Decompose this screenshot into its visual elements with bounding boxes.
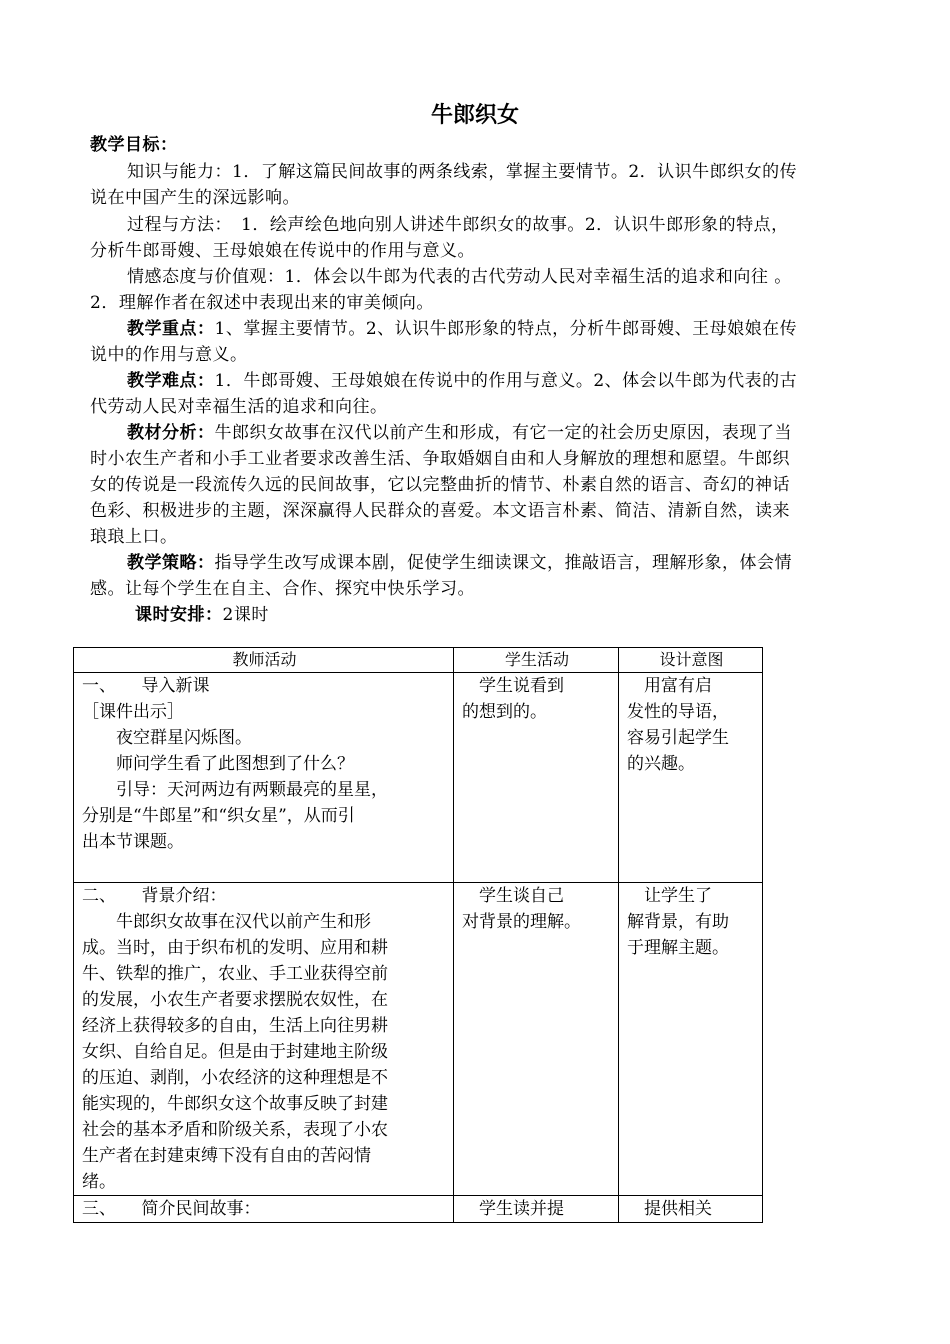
text-line: 能实现的，牛郎织女这个故事反映了封建 <box>82 1094 388 1114</box>
goals-emotion-line2: 2．理解作者在叙述中表现出来的审美倾向。 <box>90 293 434 313</box>
text-line: 提供相关 <box>627 1199 712 1219</box>
table-header-row <box>74 648 763 673</box>
goals-heading: 教学目标： <box>90 135 178 155</box>
student-cell <box>454 883 619 1196</box>
text-line: 女织、自给自足。但是由于封建地主阶级 <box>82 1042 388 1062</box>
teacher-cell <box>74 673 454 883</box>
text-line: 夜空群星闪烁图。 <box>82 728 252 748</box>
analysis-text: 牛郎织女故事在汉代以前产生和形成，有它一定的社会历史原因，表现了当 <box>214 423 792 443</box>
goals-process-line1: 过程与方法： 1．绘声绘色地向别人讲述牛郎织女的故事。2．认识牛郎形象的特点， <box>127 215 789 235</box>
intent-cell <box>619 1196 763 1223</box>
text-line: 用富有启 <box>627 676 712 696</box>
difficulty-line2: 代劳动人民对幸福生活的追求和向往。 <box>90 397 388 417</box>
strategy-text: 指导学生改写成课本剧，促使学生细读课文，推敲语言，理解形象，体会情 <box>214 553 792 573</box>
strategy-line2: 感。让每个学生在自主、合作、探究中快乐学习。 <box>90 579 475 599</box>
table-row <box>74 883 763 1196</box>
text-line: 经济上获得较多的自由，生活上向往男耕 <box>82 1016 388 1036</box>
text-line: 师问学生看了此图想到了什么？ <box>82 754 354 774</box>
difficulty-label: 教学难点： <box>127 371 215 391</box>
analysis-line2: 时小农生产者和小手工业者要求改善生活、争取婚姻自由和人身解放的理想和愿望。牛郎织 <box>90 449 790 469</box>
text-line: 对背景的理解。 <box>462 912 581 932</box>
table-row <box>74 1196 763 1223</box>
text-line: 成。当时，由于织布机的发明、应用和耕 <box>82 938 388 958</box>
strategy-label: 教学策略： <box>127 553 215 573</box>
strategy-line1 <box>127 548 792 573</box>
text-line: 牛郎织女故事在汉代以前产生和形 <box>82 912 371 932</box>
table-row <box>74 673 763 883</box>
header-student: 学生活动 <box>454 648 619 673</box>
difficulty-text: 1．牛郎哥嫂、王母娘娘在传说中的作用与意义。2、体会以牛郎为代表的古 <box>214 371 798 391</box>
teacher-cell <box>74 1196 454 1223</box>
goals-emotion-line1: 情感态度与价值观：1．体会以牛郎为代表的古代劳动人民对幸福生活的追求和向往 。 <box>127 267 792 287</box>
goals-knowledge-line2: 说在中国产生的深远影响。 <box>90 188 300 208</box>
intent-cell <box>619 883 763 1196</box>
text-line: 牛、铁犁的推广，农业、手工业获得空前 <box>82 964 388 984</box>
text-line: 让学生了 <box>627 886 712 906</box>
header-teacher: 教师活动 <box>74 648 454 673</box>
lesson-table <box>73 647 763 1223</box>
text-line: 引导：天河两边有两颗最亮的星星， <box>82 780 388 800</box>
analysis-line1 <box>127 418 792 443</box>
text-line: 生产者在封建束缚下没有自由的苦闷情 <box>82 1146 371 1166</box>
student-cell <box>454 673 619 883</box>
text-line: 的想到的。 <box>462 702 547 722</box>
text-line: 出本节课题。 <box>82 832 184 852</box>
focus-line1 <box>127 314 797 339</box>
focus-text: 1、掌握主要情节。2、认识牛郎形象的特点，分析牛郎哥嫂、王母娘娘在传 <box>214 319 798 339</box>
goals-knowledge-line1: 知识与能力：1．了解这篇民间故事的两条线索，掌握主要情节。2．认识牛郎织女的传 <box>127 162 798 182</box>
text-line: 社会的基本矛盾和阶级关系，表现了小农 <box>82 1120 388 1140</box>
teacher-cell <box>74 883 454 1196</box>
difficulty-line1 <box>127 366 797 391</box>
student-cell <box>454 1196 619 1223</box>
text-line: 学生说看到 <box>462 676 564 696</box>
header-intent: 设计意图 <box>619 648 763 673</box>
analysis-line4: 色彩、积极进步的主题，深深赢得人民群众的喜爱。本文语言朴素、简洁、清新自然，读来 <box>90 501 790 521</box>
text-line: ［课件出示］ <box>82 702 184 722</box>
text-line: 的兴趣。 <box>627 754 695 774</box>
text-line: 发性的导语， <box>627 702 729 722</box>
analysis-line5: 琅琅上口。 <box>90 527 178 547</box>
analysis-line3: 女的传说是一段流传久远的民间故事，它以完整曲折的情节、朴素自然的语言、奇幻的神话 <box>90 475 790 495</box>
text-line: 的压迫、剥削，小农经济的这种理想是不 <box>82 1068 388 1088</box>
intent-cell <box>619 673 763 883</box>
goals-process-line2: 分析牛郎哥嫂、王母娘娘在传说中的作用与意义。 <box>90 241 475 261</box>
text-line: 的发展，小农生产者要求摆脱农奴性，在 <box>82 990 388 1010</box>
text-line: 三、 简介民间故事： <box>82 1199 261 1219</box>
focus-label: 教学重点： <box>127 319 215 339</box>
text-line: 二、 背景介绍： <box>82 886 227 906</box>
schedule-text: 2课时 <box>222 605 269 625</box>
text-line: 一、 导入新课 <box>82 676 210 696</box>
text-line: 学生读并提 <box>462 1199 564 1219</box>
focus-line2: 说中的作用与意义。 <box>90 345 248 365</box>
text-line: 绪。 <box>82 1172 116 1192</box>
schedule-line <box>135 600 269 625</box>
page-title: 牛郎织女 <box>430 103 519 128</box>
text-line: 学生谈自己 <box>462 886 564 906</box>
text-line: 解背景，有助 <box>627 912 729 932</box>
text-line: 于理解主题。 <box>627 938 729 958</box>
schedule-label: 课时安排： <box>135 605 223 625</box>
text-line: 分别是“牛郎星”和“织女星”，从而引 <box>82 806 355 826</box>
text-line: 容易引起学生 <box>627 728 729 748</box>
analysis-label: 教材分析： <box>127 423 215 443</box>
